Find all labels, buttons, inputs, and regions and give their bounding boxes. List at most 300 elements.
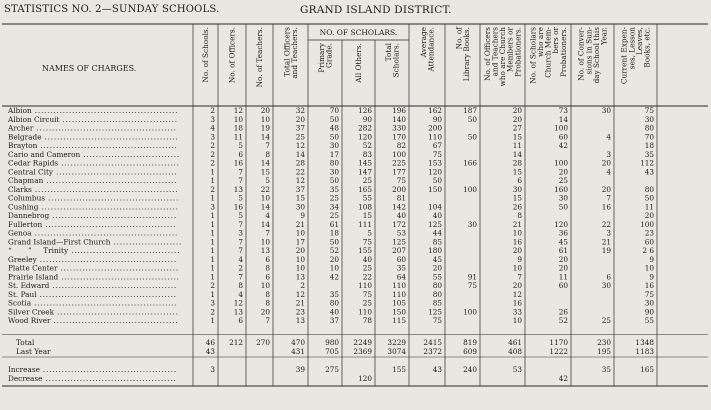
cell-value: 18 (329, 228, 339, 238)
cell-value: 20 (260, 106, 270, 115)
cell-value: 12 (295, 141, 305, 150)
cell-value: 2369 (353, 347, 372, 356)
dot-leader: ............................................ (39, 254, 177, 264)
charge-name: St. Paul (8, 289, 37, 299)
col-header-line: ses, Lesson (627, 27, 637, 70)
cell-value: 1 (210, 193, 215, 203)
cell-value: 50 (558, 202, 568, 212)
cell-value: 55 (432, 272, 442, 282)
cell-value: 60 (558, 281, 568, 290)
cell-value: 18 (644, 141, 654, 150)
cell-value: 7 (606, 193, 611, 203)
charge-name: Prairie Island (8, 272, 59, 282)
col-header-officers (228, 27, 237, 83)
cell-value: 21 (512, 219, 522, 229)
col-header-line: Leaves, (634, 27, 644, 56)
cell-value: 43 (205, 347, 215, 356)
charge-name: Central City (8, 167, 53, 177)
cell-value: 23 (295, 307, 305, 317)
cell-value: 1 (210, 246, 215, 255)
cell-value: 170 (392, 132, 406, 142)
cell-value: 705 (325, 347, 339, 356)
cell-value: 100 (392, 149, 406, 159)
cell-value: 13 (260, 246, 270, 255)
cell-value: 1 (210, 167, 215, 177)
charge-name: Archer (8, 123, 34, 133)
cell-value: 282 (358, 123, 372, 133)
dot-leader: ............................................ (40, 141, 178, 150)
cell-value: 7 (238, 167, 243, 177)
cell-value: 240 (463, 365, 477, 374)
charge-name: Belgrade (8, 132, 42, 142)
cell-value: 6 (238, 149, 243, 159)
cell-value: 20 (295, 246, 305, 255)
cell-value: 104 (428, 202, 442, 212)
cell-value: 1 (210, 289, 215, 299)
col-header-line: Year. (599, 27, 609, 45)
cell-value: 609 (463, 347, 477, 356)
cell-value: 4 (606, 132, 611, 142)
cell-value: 2 (210, 184, 215, 194)
cell-value: 3 (210, 114, 215, 124)
dot-leader: ...................... (113, 237, 183, 247)
cell-value: 20 (329, 254, 339, 264)
cell-value: 120 (358, 374, 372, 383)
cell-value: 9 (517, 254, 522, 264)
cell-value: 6 (238, 316, 243, 325)
cell-value: 22 (295, 167, 305, 177)
cell-value: 90 (644, 307, 654, 317)
charge-name: Wood River (8, 316, 51, 325)
cell-value: 16 (512, 298, 522, 308)
dot-leader: .......................................... (45, 219, 177, 229)
cell-value: 30 (644, 114, 654, 124)
cell-value: 12 (295, 289, 305, 299)
cell-value: 13 (295, 316, 305, 325)
cell-value: 10 (260, 237, 270, 247)
cell-value: 20 (601, 184, 611, 194)
cell-value: 23 (644, 228, 654, 238)
cell-value: 27 (512, 123, 522, 133)
cell-value: 5 (238, 193, 243, 203)
cell-value: 20 (512, 114, 522, 124)
cell-value: 100 (640, 219, 654, 229)
dot-leader: ............................... (83, 149, 180, 159)
cell-value: 6 (265, 272, 270, 282)
cell-value: 111 (358, 219, 372, 229)
cell-value: 35 (644, 149, 654, 159)
cell-value: 42 (558, 141, 568, 150)
cell-value: 40 (396, 211, 406, 220)
cell-value: 25 (558, 176, 568, 185)
cell-value: 1 (210, 228, 215, 238)
cell-value: 4 (238, 254, 243, 264)
cell-value: 81 (396, 193, 406, 203)
cell-value: 35 (601, 365, 611, 374)
cell-value: 11 (512, 141, 522, 150)
cell-value: 28 (295, 158, 305, 168)
cell-value: 40 (362, 254, 372, 264)
cell-value: 75 (432, 149, 442, 159)
col-header-attendance (419, 27, 436, 72)
cell-value: 1 (210, 219, 215, 229)
cell-value: 7 (238, 237, 243, 247)
cell-value: 3 (238, 228, 243, 238)
cell-value: 3 (210, 365, 215, 374)
col-header-sch_members (528, 26, 567, 83)
col-header-line: day School this (591, 27, 601, 84)
cell-value: 142 (392, 202, 406, 212)
cell-value: 155 (392, 365, 406, 374)
cell-value: 35 (329, 184, 339, 194)
cell-value: 20 (295, 114, 305, 124)
cell-value: 70 (329, 106, 339, 115)
totals-label: Last Year (16, 347, 51, 356)
cell-value: 330 (392, 123, 406, 133)
cell-value: 30 (644, 298, 654, 308)
cell-value: 15 (512, 167, 522, 177)
cell-value: 7 (265, 141, 270, 150)
charge-name: Brayton (8, 141, 38, 150)
cell-value: 20 (558, 254, 568, 264)
names-header: NAMES OF CHARGES. (42, 64, 137, 73)
col-header-line: Total (383, 43, 393, 62)
dot-leader: .......................................... (45, 374, 177, 383)
cell-value: 50 (644, 193, 654, 203)
charge-name: Cushing (8, 202, 39, 212)
charge-name: Columbus (8, 193, 46, 203)
cell-value: 2 (210, 307, 215, 317)
cell-value: 33 (512, 307, 522, 317)
cell-value: 7 (238, 219, 243, 229)
cell-value: 75 (362, 289, 372, 299)
cell-value: 42 (558, 374, 568, 383)
cell-value: 48 (329, 123, 339, 133)
charge-name: Cario and Cameron (8, 149, 81, 159)
col-header-line: Attendance. (426, 27, 436, 72)
cell-value: 2372 (423, 347, 442, 356)
charge-name: Fullerton (8, 219, 43, 229)
cell-value: 980 (325, 338, 339, 347)
cell-value: 1 (210, 211, 215, 220)
cell-value: 1222 (549, 347, 568, 356)
col-header-total_ot (282, 27, 299, 79)
charge-name: Platte Center (8, 263, 58, 273)
cell-value: 40 (432, 211, 442, 220)
cell-value: 100 (554, 123, 568, 133)
charge-name: “ ” Trinity (8, 246, 69, 255)
cell-value: 26 (512, 202, 522, 212)
cell-value: 10 (295, 254, 305, 264)
dot-leader: ....................................... (57, 307, 179, 317)
cell-value: 10 (512, 228, 522, 238)
cell-value: 10 (295, 228, 305, 238)
dot-leader: ........................................... (42, 365, 178, 374)
cell-value: 6 (265, 254, 270, 264)
cell-value: 14 (260, 158, 270, 168)
cell-value: 52 (362, 141, 372, 150)
cell-value: 20 (558, 263, 568, 273)
cell-value: 2 (300, 281, 305, 290)
cell-value: 60 (558, 132, 568, 142)
col-header-line: Average (418, 27, 428, 58)
cell-value: 2249 (353, 338, 372, 347)
cell-value: 14 (512, 149, 522, 159)
cell-value: 270 (256, 338, 270, 347)
cell-value: 25 (362, 298, 372, 308)
cell-value: 110 (428, 132, 442, 142)
cell-value: 22 (260, 184, 270, 194)
cell-value: 155 (358, 246, 372, 255)
cell-value: 200 (392, 184, 406, 194)
cell-value: 90 (432, 114, 442, 124)
cell-value: 195 (597, 347, 611, 356)
charge-name: Dannebrog (8, 211, 50, 220)
cell-value: 20 (601, 158, 611, 168)
col-header-teachers (255, 27, 264, 87)
cell-value: 25 (362, 263, 372, 273)
col-header-line: Books, etc. (642, 27, 652, 68)
cell-value: 2 (210, 158, 215, 168)
cell-value: 83 (362, 149, 372, 159)
cell-value: 145 (358, 158, 372, 168)
cell-value: 4 (238, 289, 243, 299)
cell-value: 3 (606, 228, 611, 238)
cell-value: 3 (606, 149, 611, 159)
cell-value: 40 (329, 307, 339, 317)
cell-value: 4 (606, 167, 611, 177)
dot-leader: .............................................. (34, 228, 179, 238)
diff-label: Increase (8, 365, 40, 374)
cell-value: 8 (517, 211, 522, 220)
cell-value: 9 (649, 254, 654, 264)
cell-value: 55 (362, 193, 372, 203)
charge-name: Cedar Rapids (8, 158, 59, 168)
dot-leader: .......................................... (48, 193, 180, 203)
cell-value: 13 (233, 184, 243, 194)
cell-value: 36 (558, 228, 568, 238)
dot-leader: ...................................... (60, 263, 179, 273)
col-header-members (483, 26, 522, 86)
cell-value: 125 (428, 307, 442, 317)
col-header-line: No. of Officers. (227, 27, 237, 84)
dot-leader: ........................................... (44, 132, 179, 142)
cell-value: 16 (601, 202, 611, 212)
charge-name: Genoa (8, 228, 32, 238)
dot-leader: ........................................ (52, 211, 177, 220)
cell-value: 212 (229, 338, 243, 347)
cell-value: 16 (512, 237, 522, 247)
cell-value: 5 (238, 141, 243, 150)
cell-value: 10 (260, 193, 270, 203)
cell-value: 1 (210, 176, 215, 185)
cell-value: 75 (467, 281, 477, 290)
col-header-line: who are (536, 27, 545, 57)
cell-value: 3229 (387, 338, 406, 347)
cell-value: 2 (210, 281, 215, 290)
cell-value: 85 (432, 298, 442, 308)
cell-value: 8 (265, 149, 270, 159)
cell-value: 10 (644, 263, 654, 273)
charge-name: Clarks (8, 184, 32, 194)
cell-value: 44 (432, 228, 442, 238)
cell-value: 196 (392, 106, 406, 115)
cell-value: 37 (295, 123, 305, 133)
cell-value: 25 (329, 193, 339, 203)
cell-value: 14 (260, 202, 270, 212)
cell-value: 42 (329, 272, 339, 282)
cell-value: 20 (512, 281, 522, 290)
cell-value: 50 (329, 114, 339, 124)
cell-value: 80 (432, 281, 442, 290)
cell-value: 30 (329, 141, 339, 150)
cell-value: 50 (329, 132, 339, 142)
col-header-library (454, 26, 471, 82)
cell-value: 461 (508, 338, 522, 347)
cell-value: 8 (265, 263, 270, 273)
cell-value: 30 (558, 193, 568, 203)
cell-value: 7 (238, 246, 243, 255)
cell-value: 22 (601, 219, 611, 229)
col-header-primary (317, 42, 334, 72)
cell-value: 7 (517, 272, 522, 282)
col-header-line: Library Books. (461, 27, 471, 82)
cell-value: 105 (392, 298, 406, 308)
cell-value: 75 (432, 316, 442, 325)
col-header-total_sch (384, 42, 401, 77)
cell-value: 1 (210, 316, 215, 325)
cell-value: 11 (233, 132, 243, 142)
cell-value: 35 (329, 289, 339, 299)
cell-value: 275 (325, 365, 339, 374)
cell-value: 200 (428, 123, 442, 133)
cell-value: 110 (358, 281, 372, 290)
cell-value: 52 (329, 246, 339, 255)
cell-value: 120 (554, 219, 568, 229)
cell-value: 21 (295, 298, 305, 308)
col-header-line: Members or (505, 27, 515, 73)
col-header-line: Grade. (324, 43, 334, 68)
cell-value: 50 (329, 237, 339, 247)
cell-value: 165 (358, 184, 372, 194)
cell-value: 20 (644, 211, 654, 220)
cell-value: 25 (329, 211, 339, 220)
cell-value: 28 (512, 158, 522, 168)
cell-value: 64 (396, 272, 406, 282)
cell-value: 15 (295, 193, 305, 203)
cell-value: 5 (238, 211, 243, 220)
charge-name: St. Edward (8, 281, 50, 290)
cell-value: 120 (358, 132, 372, 142)
cell-value: 100 (463, 307, 477, 317)
cell-value: 46 (205, 338, 215, 347)
cell-value: 34 (329, 202, 339, 212)
dot-leader: .............................................. (34, 184, 179, 194)
cell-value: 21 (295, 219, 305, 229)
col-header-line: and Teachers. (289, 27, 299, 79)
cell-value: 25 (601, 316, 611, 325)
cell-value: 3 (210, 202, 215, 212)
cell-value: 30 (512, 184, 522, 194)
cell-value: 2 (238, 263, 243, 273)
cell-value: 112 (640, 158, 654, 168)
col-header-line: who are Church (498, 26, 508, 87)
cell-value: 153 (428, 158, 442, 168)
cell-value: 50 (467, 132, 477, 142)
cell-value: 431 (291, 347, 305, 356)
page-title: STATISTICS NO. 2—SUNDAY SCHOOLS. (4, 4, 220, 15)
cell-value: 16 (233, 158, 243, 168)
charge-name: Greeley (8, 254, 37, 264)
cell-value: 100 (554, 158, 568, 168)
col-header-conversions (577, 26, 609, 83)
district-title: GRAND ISLAND DISTRICT. (300, 4, 452, 16)
dot-leader: ........................................ (52, 281, 178, 290)
cell-value: 5 (265, 176, 270, 185)
cell-value: 6 (606, 272, 611, 282)
cell-value: 2 (210, 149, 215, 159)
cell-value: 20 (432, 263, 442, 273)
cell-value: 91 (467, 272, 477, 282)
cell-value: 11 (558, 272, 568, 282)
cell-value: 37 (329, 316, 339, 325)
cell-value: 30 (601, 281, 611, 290)
col-header-line: bers or (551, 27, 561, 54)
cell-value: 20 (512, 106, 522, 115)
cell-value: 110 (392, 281, 406, 290)
cell-value: 30 (295, 202, 305, 212)
cell-value: 43 (432, 365, 442, 374)
cell-value: 53 (512, 365, 522, 374)
cell-value: 162 (428, 106, 442, 115)
cell-value: 160 (554, 184, 568, 194)
cell-value: 22 (362, 272, 372, 282)
cell-value: 10 (512, 316, 522, 325)
cell-value: 1348 (635, 338, 654, 347)
cell-value: 9 (649, 272, 654, 282)
cell-value: 50 (329, 176, 339, 185)
cell-value: 26 (558, 307, 568, 317)
col-header-expenses (620, 26, 652, 84)
cell-value: 7 (265, 316, 270, 325)
cell-value: 82 (396, 141, 406, 150)
charge-name: Albion Circuit (8, 114, 60, 124)
cell-value: 61 (558, 246, 568, 255)
cell-value: 177 (392, 167, 406, 177)
cell-value: 1183 (635, 347, 654, 356)
cell-value: 43 (644, 167, 654, 177)
cell-value: 45 (558, 237, 568, 247)
cell-value: 80 (329, 158, 339, 168)
dot-leader: .............................................. (34, 106, 179, 115)
cell-value: 80 (329, 298, 339, 308)
cell-value: 120 (428, 167, 442, 177)
cell-value: 9 (300, 211, 305, 220)
col-header-line: No. of Scholars (528, 27, 538, 84)
cell-value: 10 (329, 263, 339, 273)
col-header-line: No. of Schools. (201, 27, 211, 83)
dot-leader: ............................................ (39, 289, 177, 299)
cell-value: 67 (432, 141, 442, 150)
cell-value: 180 (428, 246, 442, 255)
totals-label: Total (16, 338, 35, 347)
cell-value: 13 (233, 307, 243, 317)
cell-value: 7 (238, 272, 243, 282)
cell-value: 470 (291, 338, 305, 347)
cell-value: 2 6 (642, 246, 654, 255)
cell-value: 30 (601, 106, 611, 115)
cell-value: 50 (467, 114, 477, 124)
